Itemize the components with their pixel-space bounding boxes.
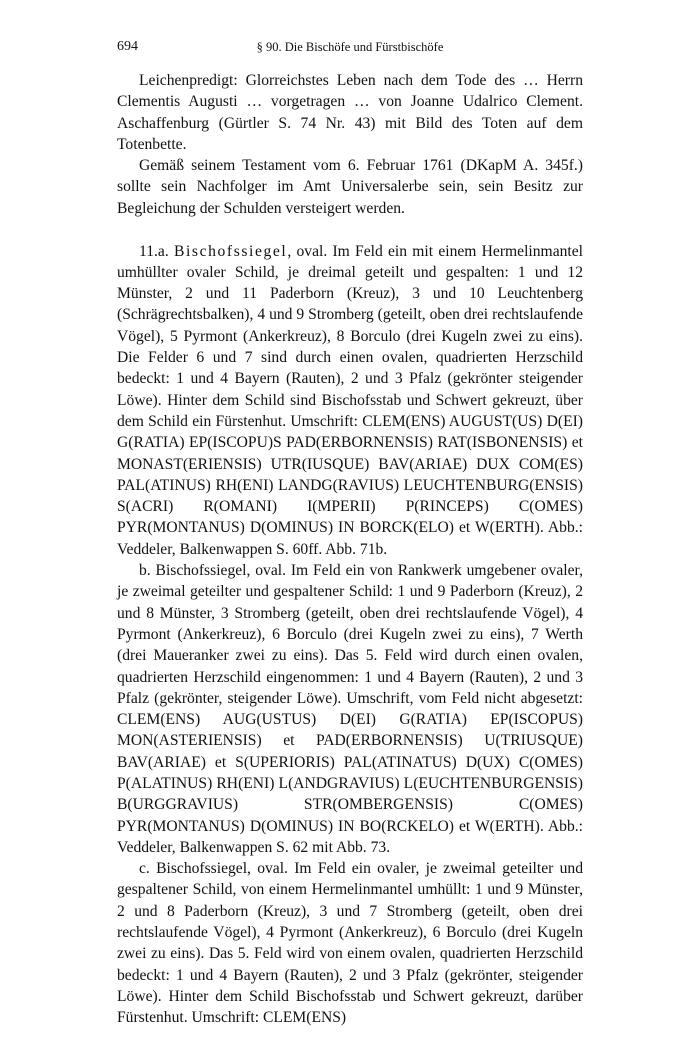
paragraph-seal-c: c. Bischofssiegel, oval. Im Feld ein ovaler, je zweimal geteilter und gespaltener Schild, von einem Hermelinmantel umhüllt: 1 und 9 Münster, 2 und 8 Paderborn (Kreuz), 3 und 7 Stromberg (geteilt, oben drei rechtslaufende Vögel), 4 Pyrmont (Ankerkreuz), 6 Borculo (drei Kugeln zwei zu eins). Das 5. Feld wird von einem ovalen, quadrierten Herzschild bedeckt: 1 und 4 Bayern (Rauten), 2 und 3 Pfalz (gekrönter, steigender Löwe). Hinter dem Schild Bischofsstab und Schwert gekreuzt, darüber Fürstenhut. Umschrift: CLEM(ENS) <box>117 860 583 1027</box>
section-spacer <box>117 219 583 241</box>
seal-a-label: 11.a. <box>139 242 169 260</box>
seal-a-text: , oval. Im Feld ein mit einem Hermelinmantel umhüllter ovaler Schild, je dreimal geteilt und gespalten: 1 und 12 Münster, 2 und 11 Paderborn (Kreuz), 3 und 10 Leuchtenberg (Schrägrechtsbalken), 4 und 9 Stromberg (geteilt, oben drei rechtslaufende Vögel), 5 Pyrmont (Ankerkreuz), 8 Borculo (drei Kugeln zwei zu eins). Die Felder 6 und 7 sind durch einen ovalen, quadrierten Herzschild bedeckt: 1 und 4 Bayern (Rauten), 2 und 3 Pfalz (gekrönter steigender Löwe). Hinter dem Schild sind Bischofsstab und Schwert gekreuzt, über dem Schild ein Fürstenhut. Umschrift: CLEM(ENS) AUGUST(US) D(EI) G(RATIA) EP(ISCOPU)S PAD(ERBORNENSIS) RAT(ISBONENSIS) et MONAST(ERIENSIS) UTR(IUSQUE) BAV(ARIAE) DUX COM(ES) PAL(ATINUS) RH(ENI) LANDG(RAVIUS) LEUCHTENBURG(ENSIS) S(ACRI) R(OMANI) I(MPERII) P(RINCEPS) C(OMES) PYR(MONTANUS) D(OMINUS) IN BORCK(ELO) et W(ERTH). Abb.: Veddeler, Balkenwappen S. 60ff. Abb. 71b. <box>117 242 583 558</box>
seal-a-keyword: Bischofssiegel <box>173 242 288 260</box>
paragraph-testament: Gemäß seinem Testament vom 6. Februar 1761 (DKapM A. 345f.) sollte sein Nachfolger im Amt Universalerbe sein, sein Besitz zur Begleichung der Schulden versteigert werden. <box>117 157 583 217</box>
page-number: 694 <box>117 39 138 54</box>
paragraph-seal-a <box>117 241 583 560</box>
paragraph-funeral-sermon: Leichenpredigt: Glorreichstes Leben nach dem Tode des … Herrn Clementis Augusti … vorgetragen … von Joanne Udalrico Clement. Aschaffenburg (Gürtler S. 74 Nr. 43) mit Bild des Toten auf dem Totenbette. <box>117 72 583 153</box>
running-head: § 90. Die Bischöfe und Fürstbischöfe <box>256 40 444 54</box>
page-header <box>117 36 583 58</box>
paragraph-seal-b: b. Bischofssiegel, oval. Im Feld ein von Rankwerk umgebener ovaler, je zweimal geteilter und gespaltener Schild: 1 und 9 Paderborn (Kreuz), 2 und 8 Münster, 3 Stromberg (geteilt, oben drei rechtslaufende Vögel), 4 Pyrmont (Ankerkreuz), 6 Borculo (drei Kugeln zwei zu eins), 7 Werth (drei Maueranker zwei zu eins). Das 5. Feld wird durch einen ovalen, quadrierten Herzschild eingenommen: 1 und 4 Bayern (Rauten), 2 und 3 Pfalz (gekrönter, steigender Löwe). Umschrift, vom Feld nicht abgesetzt: CLEM(ENS) AUG(USTUS) D(EI) G(RATIA) EP(ISCOPUS) MON(ASTERIENSIS) et PAD(ERBORNENSIS) U(TRIUSQUE) BAV(ARIAE) et S(UPERIORIS) PAL(ATINATUS) D(UX) C(OMES) P(ALATINUS) RH(ENI) L(ANDGRAVIUS) L(EUCHTENBURGENSIS) B(URGGRAVIUS) STR(OMBERGENSIS) C(OMES) PYR(MONTANUS) D(OMINUS) IN BO(RCKELO) et W(ERTH). Abb.: Veddeler, Balkenwappen S. 62 mit Abb. 73. <box>117 562 583 856</box>
body-text <box>117 70 583 1029</box>
